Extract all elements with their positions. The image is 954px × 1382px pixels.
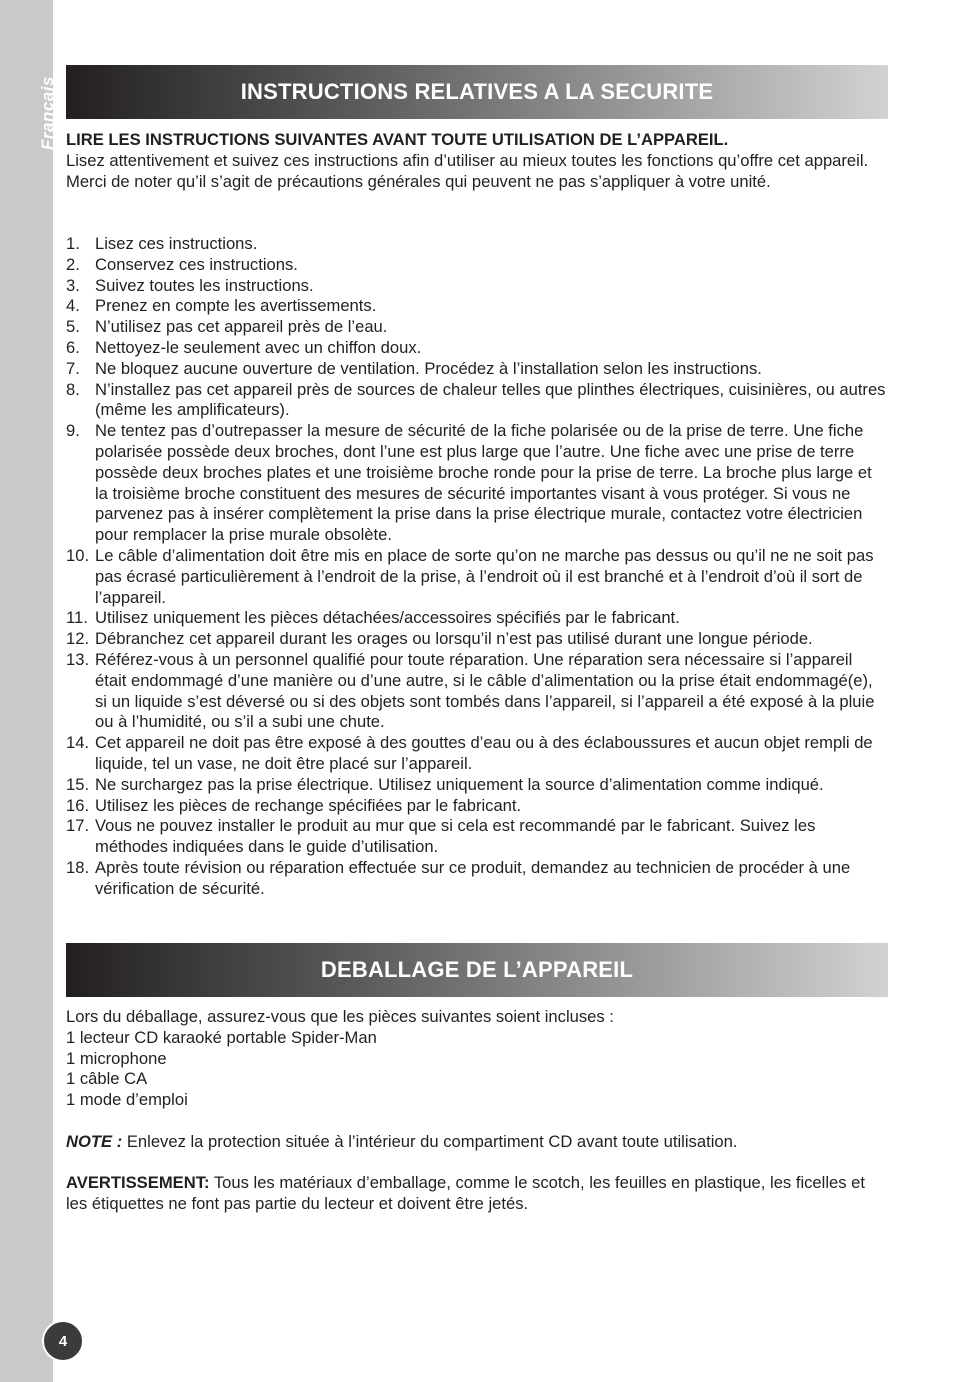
list-item — [66, 858, 888, 900]
list-item — [66, 338, 888, 359]
list-item — [66, 796, 888, 817]
unpacking-intro: Lors du déballage, assurez-vous que les pièces suivantes soient incluses : — [66, 1007, 614, 1026]
item-text: Cet appareil ne doit pas être exposé à des gouttes d’eau ou à des éclaboussures et aucun objet rempli de liquide, tel un vase, ne doit être placé sur l’appareil. — [95, 733, 873, 773]
warning-label: AVERTISSEMENT: — [66, 1173, 210, 1193]
list-item — [66, 359, 888, 380]
list-item — [66, 608, 888, 629]
safety-section-header — [66, 65, 888, 119]
item-number: 15. — [66, 774, 90, 794]
item-text: Lisez ces instructions. — [95, 234, 258, 253]
item-number: 2. — [66, 254, 80, 274]
contents-item: 1 câble CA — [66, 1069, 148, 1089]
language-label: Français — [38, 76, 57, 150]
list-item — [66, 650, 888, 733]
item-number: 8. — [66, 379, 80, 399]
spacer — [66, 1111, 888, 1132]
item-number: 13. — [66, 649, 90, 669]
item-text: Après toute révision ou réparation effectuée sur ce produit, demandez au technicien de procéder à une vérification de sécurité. — [95, 857, 851, 898]
item-number: 9. — [66, 421, 80, 441]
safety-section-title: INSTRUCTIONS RELATIVES A LA SECURITE — [240, 79, 714, 104]
list-item — [66, 380, 888, 422]
item-text: Référez-vous à un personnel qualifié pour toute réparation. Une réparation sera nécessaire si l’appareil était endommagé d’une manière ou d’une autre, si le câble d’alimentation ou la prise était endommagé(e), si un liquide s’est déversé ou si des objets sont tombés dans l’appareil, si l’appareil a été exposé à la pluie ou à l’humidité, ou s’il a subi une chute. — [95, 649, 875, 732]
list-item — [66, 629, 888, 650]
list-item — [66, 775, 888, 796]
list-item — [66, 296, 888, 317]
item-number: 16. — [66, 795, 90, 815]
item-text: Le câble d’alimentation doit être mis en place de sorte qu’on ne marche pas dessus ou qu’il ne ne soit pas pas écrasé particulièrement à l’endroit de la prise, à l’endroit où il est branché et à l’endroit d’où il sort de l’appareil. — [95, 545, 874, 607]
item-text: Ne tentez pas d’outrepasser la mesure de sécurité de la fiche polarisée ou de la prise de terre. Une fiche polarisée possède deux broches, dont l’une est plus large que l’autre. Une fiche avec une prise de terre possède deux broches plates et une troisième broche ronde pour la prise de terre. La broche plus large et la troisième broche constituent des mesures de sécurité importantes visant à vous protéger. Si vous ne parvenez pas à insérer complètement la prise dans la prise électrique murale, contactez votre électricien pour remplacer la prise murale obsolète. — [95, 421, 872, 545]
item-text: Vous ne pouvez installer le produit au mur que si cela est recommandé par le fabricant. Suivez les méthodes indiquées dans le guide d’utilisation. — [95, 816, 816, 857]
note-paragraph — [66, 1132, 888, 1153]
list-item — [66, 234, 888, 255]
item-number: 3. — [66, 275, 80, 295]
item-number: 4. — [66, 296, 80, 316]
item-number: 17. — [66, 816, 90, 836]
list-item — [66, 421, 888, 546]
safety-instructions-list — [66, 234, 888, 900]
item-text: Conservez ces instructions. — [95, 254, 298, 274]
item-text: N’utilisez pas cet appareil près de l’eau. — [95, 317, 388, 337]
unpacking-section-header — [66, 943, 888, 997]
contents-item: 1 mode d’emploi — [66, 1090, 188, 1110]
list-item — [66, 317, 888, 338]
safety-lead: LIRE LES INSTRUCTIONS SUIVANTES AVANT TOUTE UTILISATION DE L’APPAREIL. — [66, 130, 729, 149]
item-number: 12. — [66, 629, 90, 649]
page-number: 4 — [58, 1332, 68, 1350]
item-text: Utilisez les pièces de rechange spécifiées par le fabricant. — [95, 795, 522, 815]
note-text: Enlevez la protection située à l’intérieur du compartiment CD avant toute utilisation. — [122, 1131, 738, 1151]
item-text: N’installez pas cet appareil près de sources de chaleur telles que plinthes électriques, cuisinières, ou autres (même les amplificateurs). — [95, 379, 886, 420]
contents-item: 1 microphone — [66, 1048, 167, 1068]
safety-intro-text: Lisez attentivement et suivez ces instructions afin d’utiliser au mieux toutes les fonctions qu’offre cet appareil. Merci de noter qu’il s’agit de précautions générales qui peuvent ne pas s’appliquer à votre unité. — [66, 150, 869, 191]
item-number: 18. — [66, 857, 90, 877]
note-label: NOTE : — [66, 1131, 123, 1151]
item-number: 6. — [66, 337, 80, 357]
list-item — [66, 816, 888, 858]
unpacking-section-title: DEBALLAGE DE L’APPAREIL — [320, 957, 634, 982]
unpacking-content — [66, 1007, 888, 1215]
spacer — [66, 1153, 888, 1174]
item-text: Nettoyez-le seulement avec un chiffon doux. — [95, 337, 422, 357]
item-text: Ne surchargez pas la prise électrique. Utilisez uniquement la source d’alimentation comme indiqué. — [95, 774, 824, 794]
item-number: 1. — [66, 234, 80, 253]
item-number: 14. — [66, 733, 90, 753]
item-number: 11. — [66, 608, 88, 628]
page-number-badge — [42, 1320, 84, 1362]
item-text: Ne bloquez aucune ouverture de ventilation. Procédez à l’installation selon les instructions. — [95, 358, 762, 378]
item-number: 5. — [66, 317, 80, 337]
list-item — [66, 255, 888, 276]
list-item — [66, 733, 888, 775]
list-item — [66, 546, 888, 608]
item-number: 10. — [66, 545, 90, 565]
item-text: Débranchez cet appareil durant les orages ou lorsqu’il n’est pas utilisé durant une longue période. — [95, 629, 813, 649]
safety-instructions-list-wrapper — [66, 234, 888, 900]
language-sidebar — [0, 0, 57, 1382]
safety-intro — [66, 130, 888, 192]
item-text: Prenez en compte les avertissements. — [95, 296, 377, 316]
item-text: Suivez toutes les instructions. — [95, 275, 314, 295]
warning-paragraph — [66, 1173, 888, 1215]
item-number: 7. — [66, 358, 80, 378]
contents-item: 1 lecteur CD karaoké portable Spider-Man — [66, 1027, 377, 1047]
warning-text: Tous les matériaux d’emballage, comme le scotch, les feuilles en plastique, les ficelles et les étiquettes ne font pas partie du lecteur et doivent être jetés. — [66, 1173, 865, 1214]
item-text: Utilisez uniquement les pièces détachées/accessoires spécifiés par le fabricant. — [95, 608, 680, 628]
list-item — [66, 276, 888, 297]
